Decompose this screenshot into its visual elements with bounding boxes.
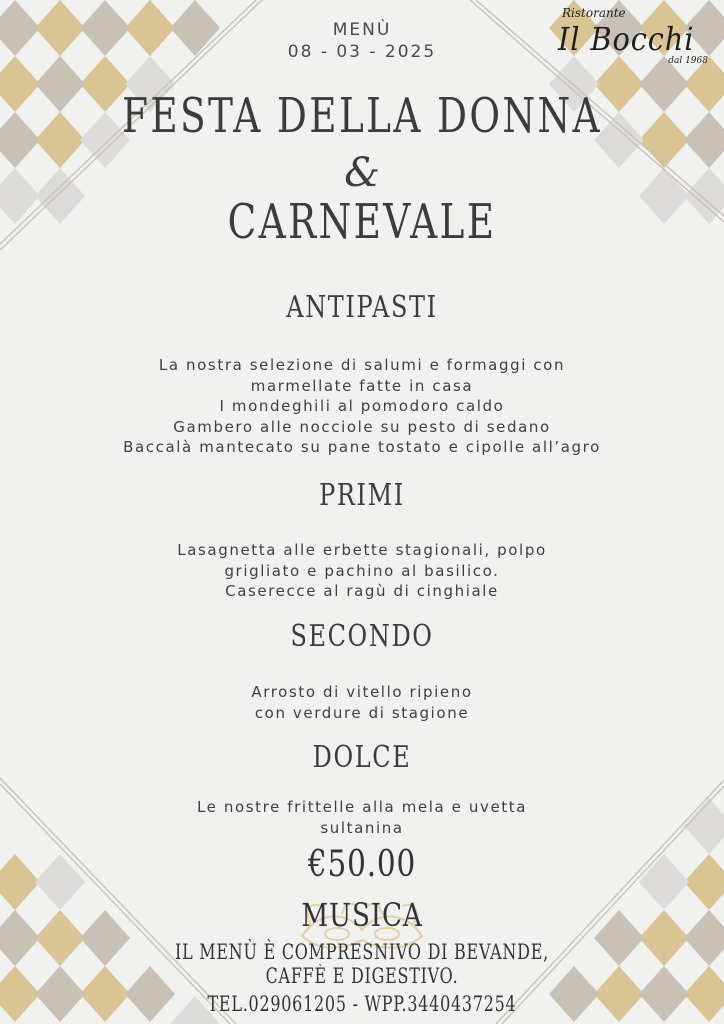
section-title-dolce: DOLCE [312,740,412,775]
title-ampersand: & [344,150,380,196]
menu-price: €50.00 [307,844,417,885]
logo-name: Il Bocchi [558,20,695,58]
dish-line: con verdure di stagione [254,703,470,722]
section-title-antipasti: ANTIPASTI [286,290,438,325]
dish-list-dolce [0,797,724,838]
menu-label: MENÙ [332,20,392,40]
restaurant-logo [554,4,724,70]
dish-list-antipasti [0,355,724,458]
dish-line: sultanina [320,818,404,837]
dish-line: Lasagnetta alle erbette stagionali, polpo [177,541,547,559]
footer-line2: CAFFÈ E DIGESTIVO. [265,964,459,988]
dish-line: Baccalà mantecato su pane tostato e cipolle all’agro [123,438,601,456]
footer-line1: IL MENÙ È COMPRESNIVO DI BEVANDE, [175,940,549,964]
dish-line: Arrosto di vitello ripieno [251,683,473,701]
page-title-line1: FESTA DELLA DONNA [122,88,602,144]
dish-line: La nostra selezione di salumi e formaggi con [158,356,566,374]
footer-contacts: TEL.029061205 - WPP.3440437254 [207,992,517,1016]
dish-list-secondo [0,682,724,723]
dish-list-primi [0,540,724,602]
dish-line: Caserecce al ragù di cinghiale [225,582,499,600]
menu-date: 08 - 03 - 2025 [287,42,437,62]
logo-subtitle: Ristorante [562,6,626,20]
musica-label: MUSICA [301,896,423,934]
page-title-line2: CARNEVALE [227,194,497,250]
dish-line: marmellate fatte in casa [250,376,474,395]
section-title-primi: PRIMI [319,478,405,513]
dish-line: Le nostre frittelle alla mela e uvetta [196,798,528,816]
logo-since: dal 1968 [668,56,708,66]
dish-line: Gambero alle nocciole su pesto di sedano [173,417,551,436]
section-title-secondo: SECONDO [290,619,434,654]
dish-line: grigliato e pachino al basilico. [224,561,500,580]
dish-line: I mondeghili al pomodoro caldo [219,397,505,415]
